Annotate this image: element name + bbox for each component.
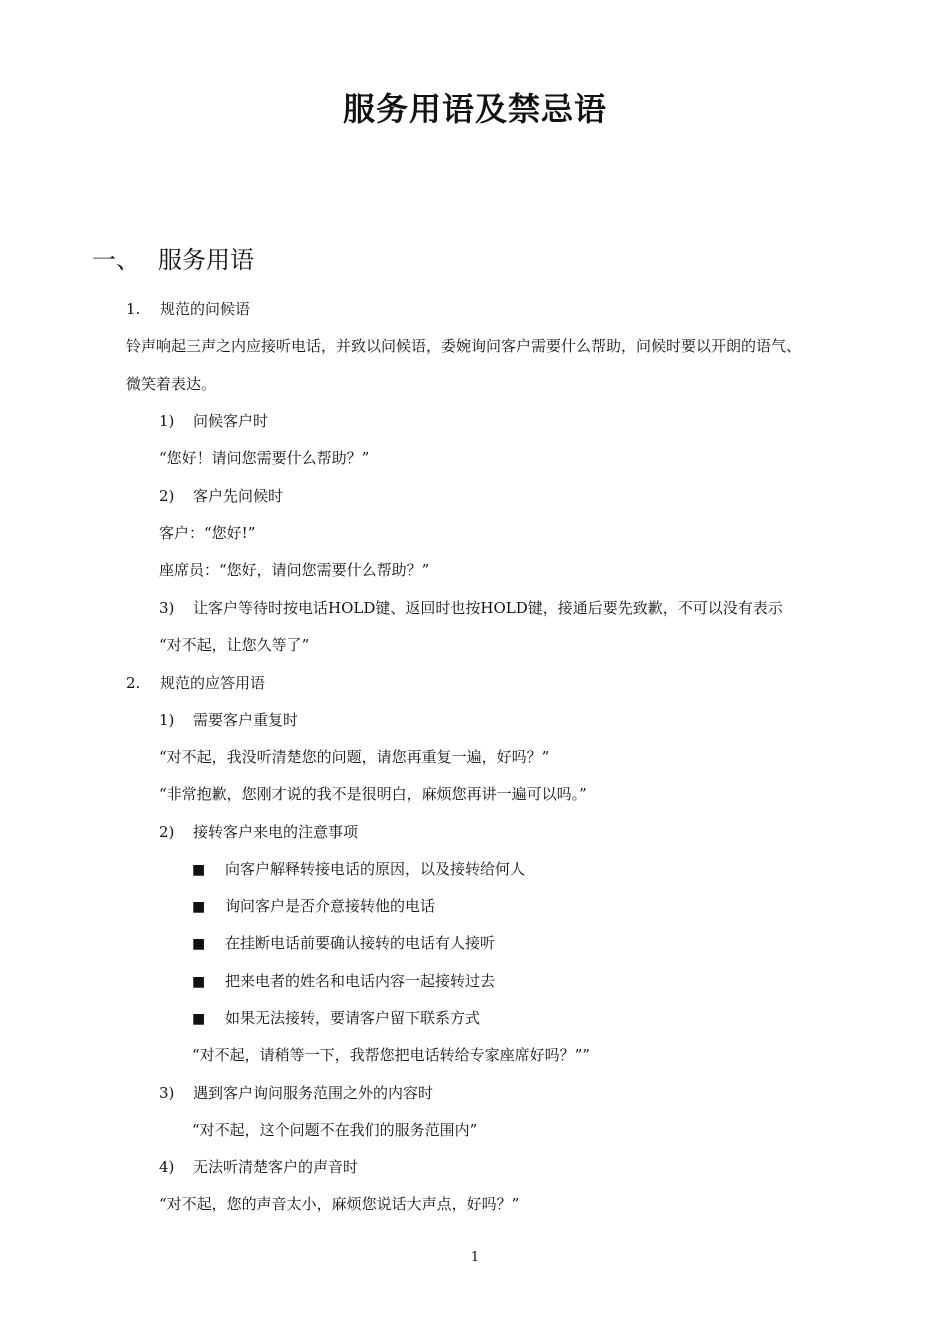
sub-label: 客户先问候时 (193, 487, 284, 505)
sub-number: 2) (159, 823, 175, 841)
dialog-agent: 座席员：“您好，请问您需要什么帮助？” (159, 561, 430, 579)
page-number: 1 (470, 1250, 480, 1265)
list-label: 规范的应答用语 (160, 674, 266, 692)
quote-line: “您好！请问您需要什么帮助？” (159, 449, 370, 467)
sub-number: 2) (159, 487, 175, 505)
sub-number: 4) (159, 1158, 175, 1176)
sub-label: 让客户等待时按电话HOLD键、返回时也按HOLD键，接通后要先致歉，不可以没有表示 (193, 599, 783, 617)
bullet-text: 如果无法接转，要请客户留下联系方式 (225, 1009, 481, 1027)
bullet-text: 向客户解释转接电话的原因，以及接转给何人 (225, 860, 526, 878)
sub-item-2-1 (159, 710, 298, 730)
bullet-square-icon: ■ (192, 862, 206, 878)
sub-item-2-4 (159, 1157, 358, 1177)
quote-line: “对不起，让您久等了” (159, 636, 310, 654)
sub-number: 1) (159, 412, 175, 430)
sub-item-2-3 (159, 1083, 433, 1103)
sub-number: 3) (159, 599, 175, 617)
sub-item-1-2 (159, 486, 283, 506)
bullet-item (192, 933, 495, 954)
sub-label: 需要客户重复时 (193, 711, 299, 729)
sub-label: 问候客户时 (193, 412, 269, 430)
page-title: 服务用语及禁忌语 (342, 90, 607, 128)
quote-line: “非常抱歉，您刚才说的我不是很明白，麻烦您再讲一遍可以吗。” (159, 785, 587, 803)
list-number: 1. (126, 300, 141, 318)
bullet-square-icon: ■ (192, 1011, 206, 1027)
sub-item-1-1 (159, 411, 268, 431)
bullet-item (192, 896, 435, 917)
section-heading-1 (92, 240, 254, 275)
list-item-1 (126, 299, 250, 319)
sub-item-2-2 (159, 822, 358, 842)
quote-line: “对不起，我没听清楚您的问题，请您再重复一遍，好吗？” (159, 748, 550, 766)
paragraph-line: 微笑着表达。 (126, 375, 217, 393)
bullet-square-icon: ■ (192, 974, 206, 990)
section-number: 一、 (92, 246, 140, 274)
quote-line: “对不起，请稍等一下，我帮您把电话转给专家座席好吗？”” (192, 1046, 591, 1064)
list-number: 2. (126, 674, 141, 692)
sub-label: 无法听清楚客户的声音时 (193, 1158, 359, 1176)
sub-item-1-3 (159, 598, 783, 618)
list-item-2 (126, 673, 265, 693)
sub-label: 遇到客户询问服务范围之外的内容时 (193, 1084, 434, 1102)
dialog-customer: 客户：“您好!” (159, 524, 256, 542)
list-label: 规范的问候语 (160, 300, 251, 318)
quote-line: “对不起，这个问题不在我们的服务范围内” (192, 1121, 478, 1139)
bullet-text: 在挂断电话前要确认接转的电话有人接听 (225, 934, 496, 952)
bullet-text: 把来电者的姓名和电话内容一起接转过去 (225, 972, 496, 990)
section-label: 服务用语 (158, 246, 254, 274)
bullet-text: 询问客户是否介意接转他的电话 (225, 897, 436, 915)
bullet-item (192, 859, 525, 880)
quote-line: “对不起，您的声音太小，麻烦您说话大声点，好吗？” (159, 1195, 520, 1213)
sub-number: 1) (159, 711, 175, 729)
bullet-item (192, 971, 495, 992)
paragraph-line: 铃声响起三声之内应接听电话，并致以问候语，委婉询问客户需要什么帮助，问候时要以开朗的语气、 (126, 337, 802, 355)
bullet-square-icon: ■ (192, 899, 206, 915)
sub-number: 3) (159, 1084, 175, 1102)
sub-label: 接转客户来电的注意事项 (193, 823, 359, 841)
bullet-item (192, 1008, 480, 1029)
bullet-square-icon: ■ (192, 936, 206, 952)
